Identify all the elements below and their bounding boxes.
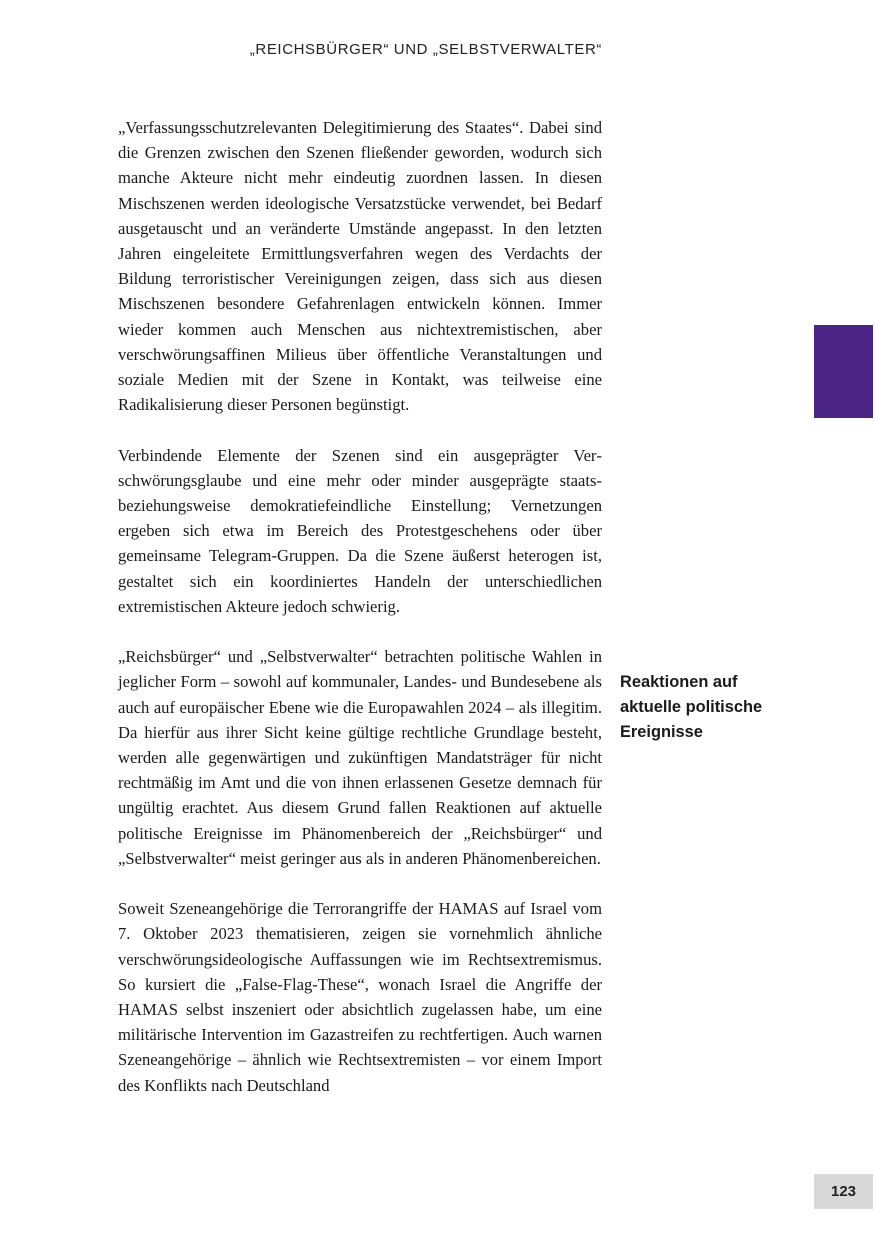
running-header: „REICHSBÜRGER“ UND „SELBSTVERWALTER“: [249, 41, 602, 58]
margin-note-line: Reaktionen auf: [620, 673, 738, 691]
paragraph: Verbindende Elemente der Szenen sind ein ausgeprägter Verschwörungsglaube und eine mehr oder minder ausgeprägte staats- beziehungsweise demokratiefeindliche Einstellung; Vernetzungen ergeben sich etwa im Bereich des Protestgeschehens oder über gemeinsame Telegram-Gruppen. Da die Szene äußerst heterogen ist, gestaltet sich ein koordiniertes Handeln der unterschiedlichen extremistischen Akteure jedoch schwierig.: [118, 445, 602, 616]
body-text: [118, 115, 602, 1123]
section-tab-marker: [814, 325, 873, 418]
paragraph: „Reichsbürger“ und „Selbstverwalter“ betrachten politische Wahlen in jeglicher Form – sowohl auf kommunaler, Landes- und Bundesebene als auch auf europäischer Ebene wie die Europawahlen 2024 – als illegitim. Da hierfür aus ihrer Sicht keine gültige rechtliche Grundlage besteht, werden alle gegenwärtigen und zukünftigen Mandatsträger für nicht rechtmäßig im Amt und die von ihnen erlassenen Gesetze demnach für ungültig erachtet. Aus diesem Grund fallen Reaktionen auf aktuelle politische Ereignisse im Phänomenbereich der „Reichsbürger“ und „Selbstverwalter“ meist geringer aus als in anderen Phänomenbereichen.: [118, 647, 602, 868]
paragraph: „Verfassungsschutzrelevanten Delegitimierung des Staates“. Dabei sind die Grenzen zwischen den Szenen fließender geworden, wodurch sich manche Akteure nicht mehr eindeutig zuordnen lassen. In diesen Mischszenen werden ideologische Versatzstücke verwendet, bei Bedarf ausgetauscht und an veränderte Umstände angepasst. In den letzten Jahren eingeleitete Ermittlungsverfahren wegen des Verdachts der Bildung terroristischer Vereinigungen zeigen, dass sich aus diesen Mischszenen besondere Gefahrenlagen entwickeln können. Immer wieder kommen auch Menschen aus nichtextremistischen, aber verschwörungsaffinen Milieus über öffentliche Veranstaltungen und soziale Medien mit der Szene in Kontakt, was teilweise eine Radikalisierung dieser Personen begünstigt.: [118, 118, 602, 415]
margin-note: [620, 670, 790, 746]
margin-note-line: aktuelle politische: [620, 698, 763, 717]
margin-note-line: Ereignisse: [620, 723, 703, 742]
paragraph: Soweit Szeneangehörige die Terrorangriffe der HAMAS auf Israel vom 7. Oktober 2023 thematisieren, zeigen sie vornehmlich ähnliche verschwörungsideologische Auffassungen wie im Rechtsextremismus. So kursiert die „False-Flag-These“, wonach Israel die Angriffe der HAMAS selbst inszeniert oder absichtlich zugelassen habe, um eine militärische Intervention im Gazastreifen zu rechtfertigen. Auch warnen Szeneangehörige – ähnlich wie Rechtsextremisten – vor einem Import des Konflikts nach Deutschland: [118, 899, 602, 1095]
page-number: 123: [814, 1174, 873, 1209]
